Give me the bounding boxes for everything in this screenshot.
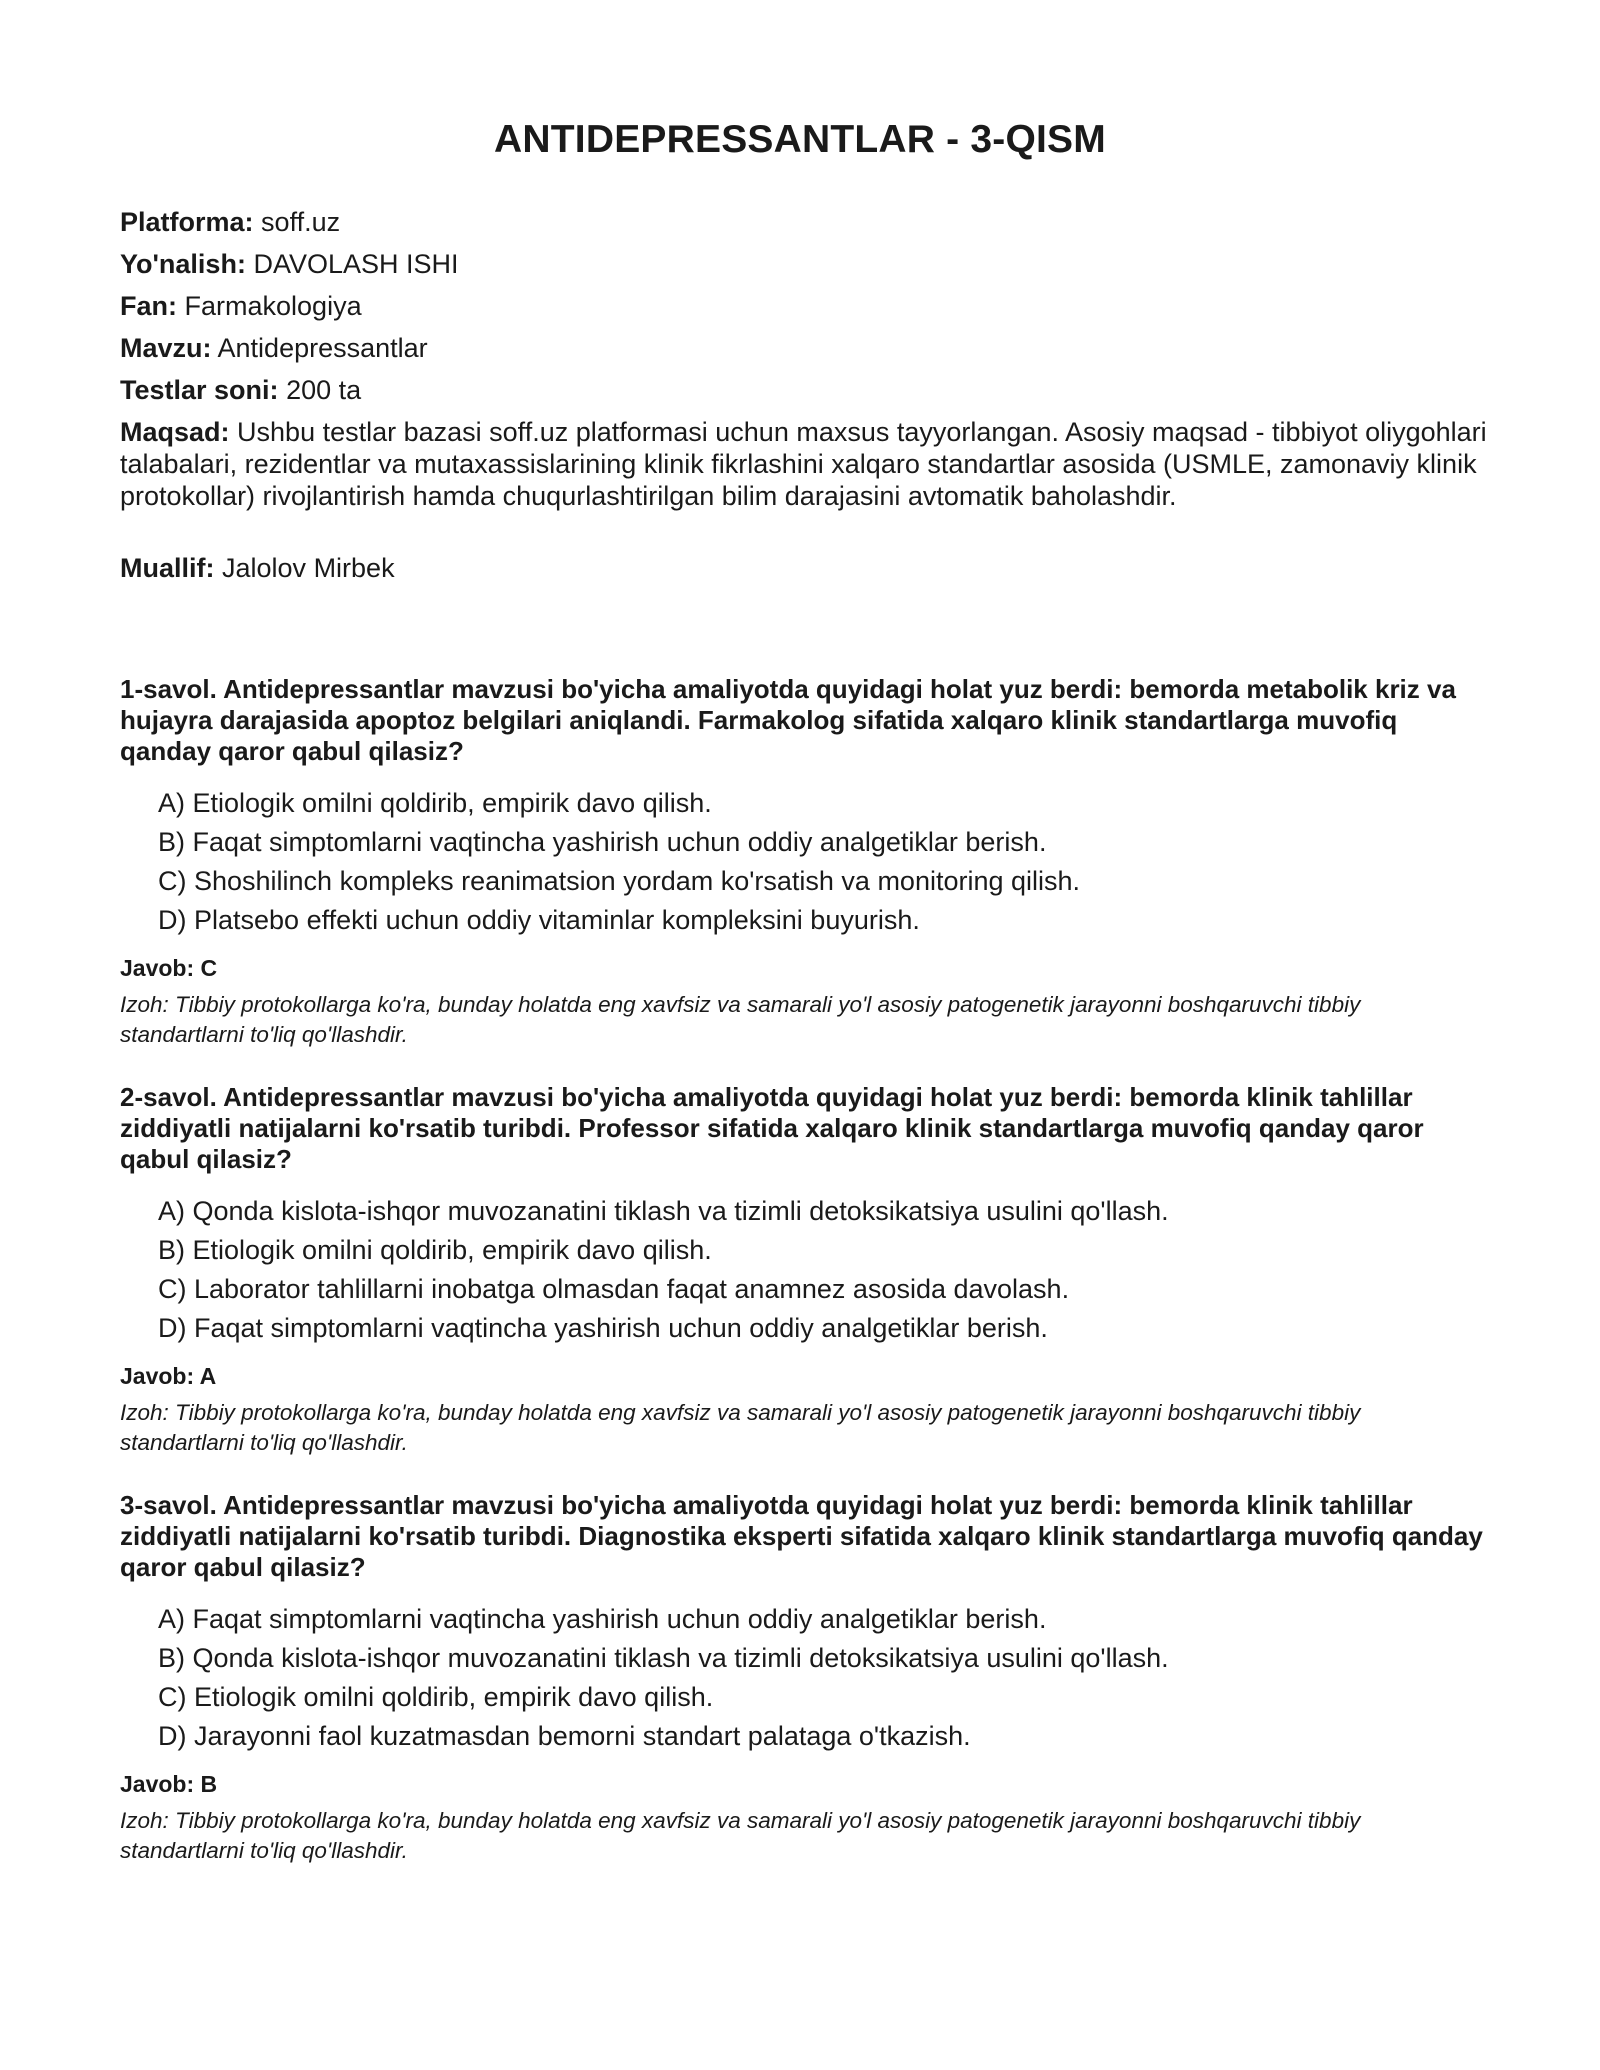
question-block-2 <box>120 1082 1490 1458</box>
option-b: B) Etiologik omilni qoldirib, empirik davo qilish. <box>158 1235 712 1265</box>
document-title: ANTIDEPRESSANTLAR - 3-QISM <box>494 118 1106 161</box>
option-b: B) Qonda kislota-ishqor muvozanatini tiklash va tizimli detoksikatsiya usulini qo'llash. <box>158 1643 1169 1673</box>
question-text: 2-savol. Antidepressantlar mavzusi bo'yicha amaliyotda quyidagi holat yuz berdi: bemorda klinik tahlillar ziddiyatli natijalarni ko'rsatib turibdi. Professor sifatida xalqaro klinik standartlarga muvofiq qanday qaror qabul qilasiz? <box>120 1082 1424 1174</box>
meta-value: 200 ta <box>286 375 362 405</box>
meta-author <box>120 552 1490 584</box>
option-d: D) Platsebo effekti uchun oddiy vitaminlar kompleksini buyurish. <box>158 905 920 935</box>
question-text: 3-savol. Antidepressantlar mavzusi bo'yicha amaliyotda quyidagi holat yuz berdi: bemorda klinik tahlillar ziddiyatli natijalarni ko'rsatib turibdi. Diagnostika eksperti sifatida xalqaro klinik standartlarga muvofiq qanday qaror qabul qilasiz? <box>120 1490 1483 1582</box>
option-c: C) Shoshilinch kompleks reanimatsion yordam ko'rsatish va monitoring qilish. <box>158 866 1081 896</box>
options-list <box>120 787 1490 936</box>
meta-label: Platforma: <box>120 207 254 237</box>
meta-value: DAVOLASH ISHI <box>253 249 459 279</box>
meta-label: Fan: <box>120 291 177 321</box>
options-list <box>120 1603 1490 1752</box>
meta-value: Ushbu testlar bazasi soff.uz platformasi uchun maxsus tayyorlangan. Asosiy maqsad - tibbiyot oliygohlari talabalari, rezidentlar va mutaxassislarining klinik fikrlashini xalqaro standartlar asosida (USMLE, zamonaviy klinik protokollar) rivojlantirish hamda chuqurlashtirilgan bilim darajasini avtomatik baholashdir. <box>120 417 1487 511</box>
option-c: C) Laborator tahlillarni inobatga olmasdan faqat anamnez asosida davolash. <box>158 1274 1070 1304</box>
question-text: 1-savol. Antidepressantlar mavzusi bo'yicha amaliyotda quyidagi holat yuz berdi: bemorda metabolik kriz va hujayra darajasida apoptoz belgilari aniqlandi. Farmakolog sifatida xalqaro klinik standartlarga muvofiq qanday qaror qabul qilasiz? <box>120 674 1456 766</box>
meta-label: Muallif: <box>120 553 215 583</box>
meta-test-count <box>120 374 1490 406</box>
question-block-1 <box>120 674 1490 1050</box>
meta-topic <box>120 332 1490 364</box>
option-b: B) Faqat simptomlarni vaqtincha yashirish uchun oddiy analgetiklar berish. <box>158 827 1047 857</box>
meta-label: Maqsad: <box>120 417 230 447</box>
question-block-3 <box>120 1490 1490 1866</box>
options-list <box>120 1195 1490 1344</box>
option-a: A) Etiologik omilni qoldirib, empirik davo qilish. <box>158 788 712 818</box>
answer-label: Javob: C <box>120 955 218 981</box>
meta-label: Mavzu: <box>120 333 212 363</box>
option-d: D) Faqat simptomlarni vaqtincha yashirish uchun oddiy analgetiklar berish. <box>158 1313 1048 1343</box>
meta-value: soff.uz <box>261 207 341 237</box>
option-d: D) Jarayonni faol kuzatmasdan bemorni standart palataga o'tkazish. <box>158 1721 971 1751</box>
meta-platform <box>120 206 1490 238</box>
meta-value: Antidepressantlar <box>217 333 428 363</box>
meta-direction <box>120 248 1490 280</box>
meta-label: Yo'nalish: <box>120 249 246 279</box>
option-a: A) Qonda kislota-ishqor muvozanatini tiklash va tizimli detoksikatsiya usulini qo'llash. <box>158 1196 1169 1226</box>
meta-subject <box>120 290 1490 322</box>
explanation-text: Izoh: Tibbiy protokollarga ko'ra, bunday holatda eng xavfsiz va samarali yo'l asosiy patogenetik jarayonni boshqaruvchi tibbiy standartlarni to'liq qo'llashdir. <box>120 992 1361 1047</box>
explanation-text: Izoh: Tibbiy protokollarga ko'ra, bunday holatda eng xavfsiz va samarali yo'l asosiy patogenetik jarayonni boshqaruvchi tibbiy standartlarni to'liq qo'llashdir. <box>120 1808 1361 1863</box>
meta-purpose <box>120 416 1490 512</box>
answer-label: Javob: B <box>120 1771 218 1797</box>
explanation-text: Izoh: Tibbiy protokollarga ko'ra, bunday holatda eng xavfsiz va samarali yo'l asosiy patogenetik jarayonni boshqaruvchi tibbiy standartlarni to'liq qo'llashdir. <box>120 1400 1361 1455</box>
option-a: A) Faqat simptomlarni vaqtincha yashirish uchun oddiy analgetiklar berish. <box>158 1604 1047 1634</box>
meta-value: Farmakologiya <box>184 291 362 321</box>
answer-label: Javob: A <box>120 1363 217 1389</box>
meta-label: Testlar soni: <box>120 375 279 405</box>
meta-value: Jalolov Mirbek <box>222 553 395 583</box>
option-c: C) Etiologik omilni qoldirib, empirik davo qilish. <box>158 1682 714 1712</box>
